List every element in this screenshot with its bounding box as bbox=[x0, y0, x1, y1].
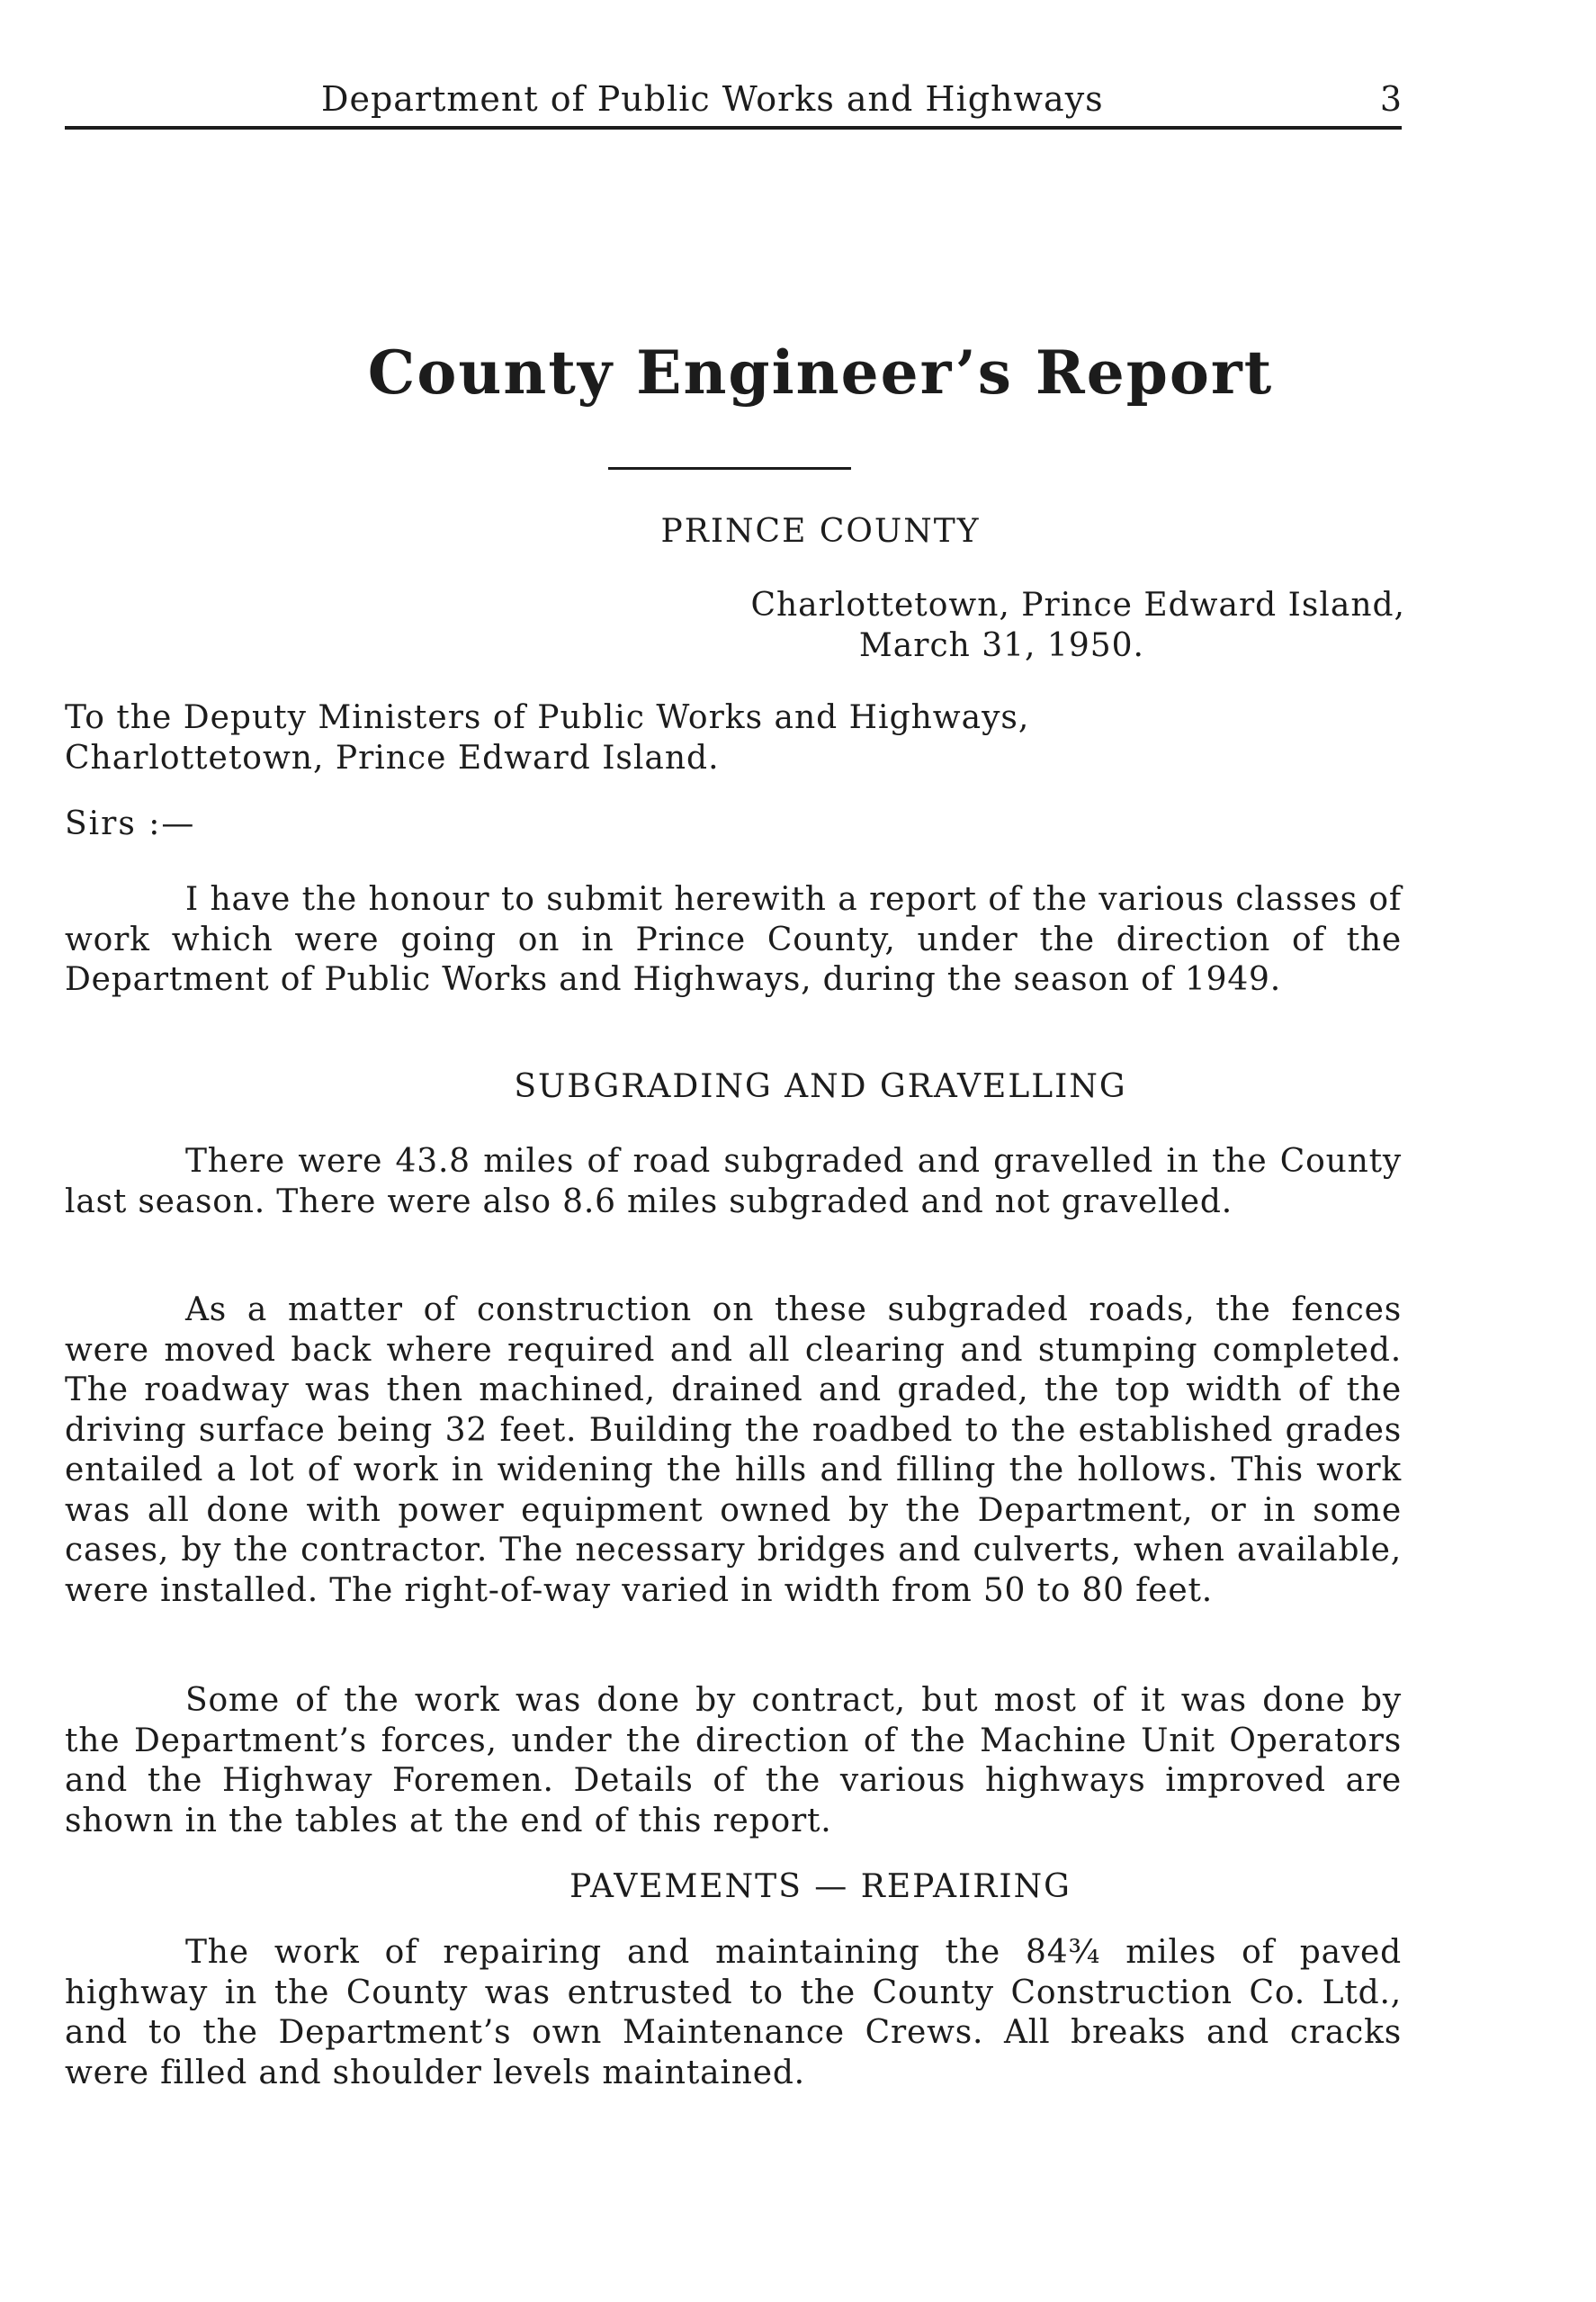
section-heading-subgrading: SUBGRADING AND GRAVELLING bbox=[514, 1068, 1127, 1105]
place-date-block bbox=[750, 585, 1405, 666]
pavements-paragraph-1: The work of repairing and maintaining the 84¾ miles of paved highway in the County was entrusted to the County Construction Co. Ltd., and to the Department’s own Maintenance Crews. All breaks and cracks were filled and shoulder levels maintained. bbox=[65, 1934, 1402, 2091]
address-line-1: To the Deputy Ministers of Public Works and Highways, bbox=[65, 699, 1030, 736]
date-line: March 31, 1950. bbox=[858, 627, 1144, 664]
place-line: Charlottetown, Prince Edward Island, bbox=[750, 587, 1405, 624]
running-head-title: Department of Public Works and Highways bbox=[321, 79, 1104, 119]
subgrading-paragraph-2: As a matter of construction on these subgraded roads, the fences were moved back where required and all clearing and stumping completed. The roadway was then machined, drained and graded, the top width of the driving surface being 32 feet. Building the roadbed to the established grades entailed a lot of work in widening the hills and filling the hollows. This work was all done with power equipment owned by the Department, or in some cases, by the contractor. The necessary bridges and culverts, when available, were installed. The right-of-way varied in width from 50 to 80 feet. bbox=[65, 1291, 1402, 1609]
subgrading-paragraph-1: There were 43.8 miles of road subgraded and gravelled in the County last season. There were also 8.6 miles subgraded and not gravelled. bbox=[65, 1143, 1402, 1220]
header-rule bbox=[65, 126, 1402, 130]
salutation: Sirs :— bbox=[65, 805, 196, 842]
section-heading-pavements: PAVEMENTS — REPAIRING bbox=[569, 1868, 1071, 1905]
address-line-2: Charlottetown, Prince Edward Island. bbox=[65, 740, 720, 777]
subgrading-paragraph-3: Some of the work was done by contract, but most of it was done by the Department’s forces, under the direction of the Machine Unit Operators and the Highway Foremen. Details of the various highways improved are shown in the tables at the end of this report. bbox=[65, 1682, 1402, 1839]
address-block bbox=[65, 697, 1029, 778]
intro-paragraph: I have the honour to submit herewith a report of the various classes of work which were going on in Prince County, under the direction of the Department of Public Works and Highways, during the season of 1949. bbox=[65, 881, 1402, 998]
county-heading: PRINCE COUNTY bbox=[660, 513, 981, 550]
report-title: County Engineer’s Report bbox=[367, 337, 1274, 408]
page-number: 3 bbox=[1379, 79, 1402, 119]
title-divider bbox=[608, 467, 851, 470]
running-head bbox=[65, 79, 1402, 124]
